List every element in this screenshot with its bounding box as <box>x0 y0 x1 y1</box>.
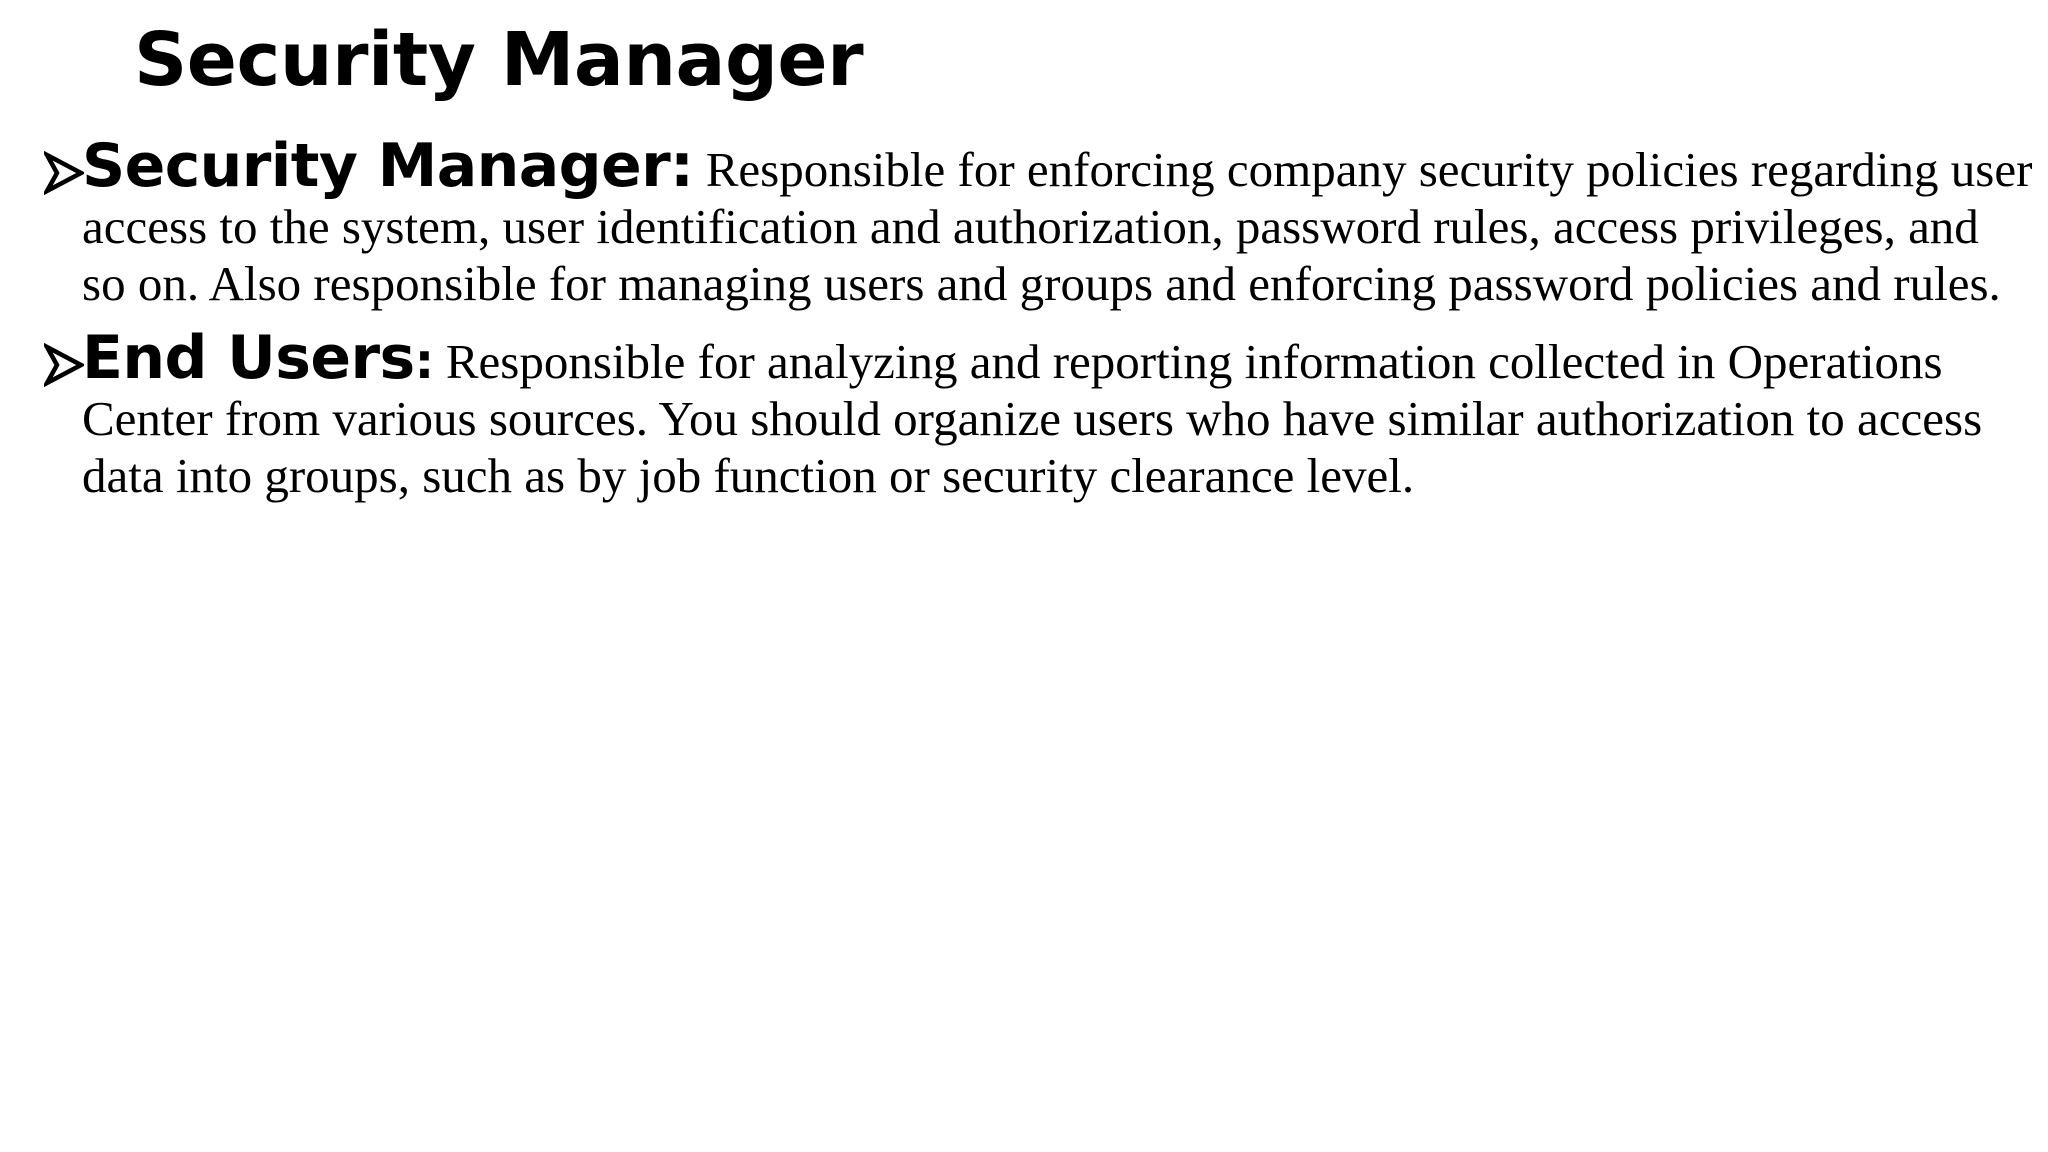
bullet-description: Responsible for enforcing company security policies regarding user access to the system, user identification and authorization, password rules, access privileges, and so on. Also responsible for managing users and groups and enforcing password policies and rules. <box>82 142 2033 311</box>
bullet-term: End Users <box>82 323 415 393</box>
bullet-term: Security Manager: <box>82 131 694 201</box>
bullet-list <box>44 131 2034 522</box>
arrowhead-bullet-icon <box>44 150 84 196</box>
slide-title: Security Manager <box>134 17 864 103</box>
bullet-term-colon: : <box>414 333 434 390</box>
bullet-description: Responsible for analyzing and reporting information collected in Operations Center from various sources. You should organize users who have similar authorization to access data into groups, such as by job function or security clearance level. <box>82 334 1983 503</box>
bullet-item-security-manager <box>44 131 2034 312</box>
arrowhead-bullet-icon <box>44 342 84 388</box>
bullet-item-end-users <box>44 323 2034 504</box>
